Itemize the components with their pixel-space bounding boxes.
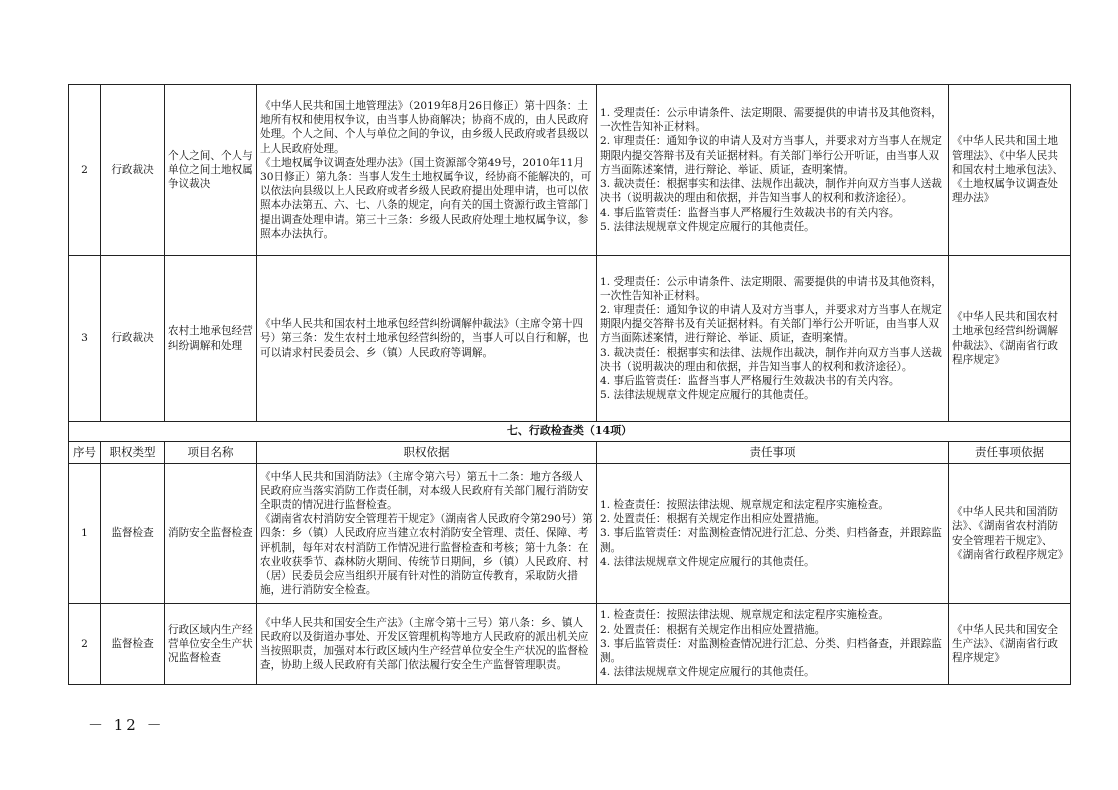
row-number: 2: [69, 85, 101, 256]
header-duty-basis: 责任事项依据: [949, 442, 1071, 464]
item-name: 行政区域内生产经营单位安全生产状况监督检查: [165, 604, 257, 685]
duty-list-document: [68, 84, 1070, 685]
header-row: [69, 442, 1071, 464]
power-basis: 《中华人民共和国消防法》（主席令第六号）第五十二条：地方各级人民政府应当落实消防工作责任制，对本级人民政府有关部门履行消防安全职责的情况进行监督检查。 《湖南省农村消防安全管理若干规定》（湖南省人民政府令第290号）第四条：乡（镇）人民政府应当建立农村消防安全管理、责任、保障、考评机制，每年对农村消防工作情况进行监督检查和考核；第十九条：在农业收获季节、森林防火期间、传统节日期间，乡（镇）人民政府、村（居）民委员会应当组织开展有针对性的消防宣传教育，采取防火措施，进行消防安全检查。: [257, 464, 597, 604]
row-number: 2: [69, 604, 101, 685]
header-basis: 职权依据: [257, 442, 597, 464]
section-title: 七、行政检查类（14项）: [69, 422, 1071, 442]
item-name: 个人之间、个人与单位之间土地权属争议裁决: [165, 85, 257, 256]
duty-basis: 《中华人民共和国农村土地承包经营纠纷调解仲裁法》、《湖南省行政程序规定》: [949, 256, 1071, 422]
header-duties: 责任事项: [597, 442, 949, 464]
duty-items: 1. 检查责任：按照法律法规、规章规定和法定程序实施检查。 2. 处置责任：根据有关规定作出相应处置措施。 3. 事后监管责任：对监测检查情况进行汇总、分类、归档备查，并跟踪监测。 4. 法律法规规章文件规定应履行的其他责任。: [597, 604, 949, 685]
duty-items: 1. 受理责任：公示申请条件、法定期限、需要提供的申请书及其他资料，一次性告知补正材料。 2. 审理责任：通知争议的申请人及对方当事人，并要求对方当事人在规定期限内提交答辩书及有关证据材料。有关部门举行公开听证，由当事人双方当面陈述案情，进行辩论、举证、质证，查明案情。 3. 裁决责任：根据事实和法律、法规作出裁决，制作并向双方当事人送裁决书（说明裁决的理由和依据，并告知当事人的权利和救济途径）。 4. 事后监管责任：监督当事人严格履行生效裁决书的有关内容。 5. 法律法规规章文件规定应履行的其他责任。: [597, 256, 949, 422]
power-type: 监督检查: [101, 464, 165, 604]
duty-table: [68, 84, 1071, 685]
power-basis: 《中华人民共和国土地管理法》（2019年8月26日修正）第十四条：土地所有权和使用权争议，由当事人协商解决；协商不成的，由人民政府处理。个人之间、个人与单位之间的争议，由乡级人民政府或者县级以上人民政府处理。 《土地权属争议调查处理办法》（国土资源部令第49号，2010年11月30日修正）第九条：当事人发生土地权属争议，经协商不能解决的，可以依法向县级以上人民政府或者乡级人民政府提出处理申请，也可以依照本办法第五、六、七、八条的规定，向有关的国土资源行政主管部门提出调查处理申请。第三十三条：乡级人民政府处理土地权属争议，参照本办法执行。: [257, 85, 597, 256]
page-number: － 12 －: [88, 716, 165, 734]
header-name: 项目名称: [165, 442, 257, 464]
header-type: 职权类型: [101, 442, 165, 464]
table-row: [69, 85, 1071, 256]
power-basis: 《中华人民共和国农村土地承包经营纠纷调解仲裁法》（主席令第十四号）第三条：发生农村土地承包经营纠纷的，当事人可以自行和解，也可以请求村民委员会、乡（镇）人民政府等调解。: [257, 256, 597, 422]
row-number: 1: [69, 464, 101, 604]
header-no: 序号: [69, 442, 101, 464]
power-type: 行政裁决: [101, 85, 165, 256]
duty-basis: 《中华人民共和国消防法》、《湖南省农村消防安全管理若干规定》、《湖南省行政程序规定》: [949, 464, 1071, 604]
duty-items: 1. 检查责任：按照法律法规、规章规定和法定程序实施检查。 2. 处置责任：根据有关规定作出相应处置措施。 3. 事后监管责任：对监测检查情况进行汇总、分类、归档备查，并跟踪监测。 4. 法律法规规章文件规定应履行的其他责任。: [597, 464, 949, 604]
power-basis: 《中华人民共和国安全生产法》（主席令第十三号）第八条：乡、镇人民政府以及街道办事处、开发区管理机构等地方人民政府的派出机关应当按照职责，加强对本行政区域内生产经营单位安全生产状况的监督检查，协助上级人民政府有关部门依法履行安全生产监督管理职责。: [257, 604, 597, 685]
section-row: [69, 422, 1071, 442]
duty-basis: 《中华人民共和国土地管理法》、《中华人民共和国农村土地承包法》、《土地权属争议调查处理办法》: [949, 85, 1071, 256]
table-row: [69, 604, 1071, 685]
duty-basis: 《中华人民共和国安全生产法》、《湖南省行政程序规定》: [949, 604, 1071, 685]
duty-items: 1. 受理责任：公示申请条件、法定期限、需要提供的申请书及其他资料，一次性告知补正材料。 2. 审理责任：通知争议的申请人及对方当事人，并要求对方当事人在规定期限内提交答辩书及有关证据材料。有关部门举行公开听证，由当事人双方当面陈述案情，进行辩论、举证、质证，查明案情。 3. 裁决责任：根据事实和法律、法规作出裁决，制作并向双方当事人送裁决书（说明裁决的理由和依据，并告知当事人的权利和救济途径）。 4. 事后监管责任：监督当事人严格履行生效裁决书的有关内容。 5. 法律法规规章文件规定应履行的其他责任。: [597, 85, 949, 256]
item-name: 消防安全监督检查: [165, 464, 257, 604]
row-number: 3: [69, 256, 101, 422]
table-row: [69, 256, 1071, 422]
power-type: 行政裁决: [101, 256, 165, 422]
table-row: [69, 464, 1071, 604]
item-name: 农村土地承包经营纠纷调解和处理: [165, 256, 257, 422]
power-type: 监督检查: [101, 604, 165, 685]
